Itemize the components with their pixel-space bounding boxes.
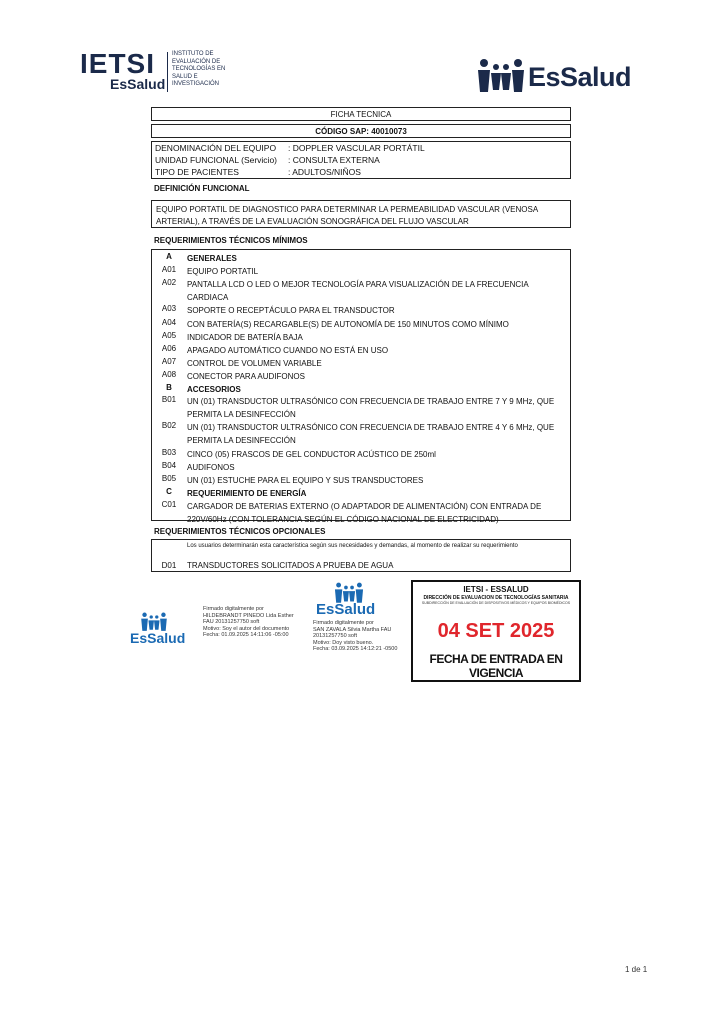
info-row (155, 154, 570, 166)
info-value: : CONSULTA EXTERNA (288, 155, 380, 165)
ietsi-logo-text: IETSI (80, 48, 156, 79)
stamp-footer: FECHA DE ENTRADA EN VIGENCIA (429, 652, 563, 680)
req-desc: UN (01) ESTUCHE PARA EL EQUIPO Y SUS TRANSDUCTORES (187, 476, 424, 485)
req-code: A06 (161, 344, 177, 353)
req-desc: APAGADO AUTOMÁTICO CUANDO NO ESTÁ EN USO (187, 346, 389, 355)
req-desc: CONECTOR PARA AUDIFONOS (187, 372, 305, 381)
req-code: C (166, 487, 172, 496)
logo-divider (167, 52, 168, 92)
inst-line: INSTITUTO DE (172, 51, 214, 57)
req-desc: GENERALES (187, 254, 237, 263)
req-desc: SOPORTE O RECEPTÁCULO PARA EL TRANSDUCTOR (187, 306, 395, 315)
req-code: B05 (161, 474, 177, 483)
sig-line: Motivo: Doy visto bueno. (313, 639, 374, 646)
req-desc: AUDIFONOS (187, 463, 235, 472)
stamp-org: IETSI - ESSALUD (463, 585, 529, 594)
ietsi-institute-name (172, 51, 242, 89)
req-code: B (166, 383, 172, 392)
stamp-subdirection: SUBDIRECCIÓN DE EVALUACIÓN DE DISPOSITIVOS MÉDICOS Y EQUIPOS BIOMÉDICOS (421, 601, 571, 605)
req-desc: CINCO (05) FRASCOS DE GEL CONDUCTOR ACÚSTICO DE 250ml (187, 450, 436, 459)
req-desc: REQUERIMIENTO DE ENERGÍA (187, 489, 307, 498)
info-value: : ADULTOS/NIÑOS (288, 167, 361, 177)
requirements-table (151, 249, 571, 524)
sig-line: Fecha: 01.09.2025 14:11:06 -05:00 (203, 632, 289, 638)
ietsi-essalud-text: EsSalud (110, 76, 166, 92)
page-number: 1 de 1 (625, 965, 648, 974)
effective-date-stamp (411, 580, 581, 682)
definition-title: DEFINICIÓN FUNCIONAL (154, 184, 250, 193)
sig-line: HILDEBRANDT PINEDO Lida Esther (203, 612, 294, 619)
stamp-direction: DIRECCIÓN DE EVALUACION DE TECNOLOGÍAS SANITARIA (423, 595, 569, 601)
definition-text: EQUIPO PORTATIL DE DIAGNOSTICO PARA DETERMINAR LA PERMEABILIDAD VASCULAR (VENOSA ARTERIAL), A TRAVÉS DE LA EVALUACIÓN SONOGRÁFICA DEL FLUJO VASCULAR (151, 200, 571, 228)
optional-requirements-title: REQUERIMIENTOS TÉCNICOS OPCIONALES (154, 527, 326, 536)
req-code: A02 (161, 278, 177, 287)
req-desc: TRANSDUCTORES SOLICITADOS A PRUEBA DE AGUA (187, 561, 394, 570)
info-label: UNIDAD FUNCIONAL (Servicio) (155, 155, 278, 165)
req-desc: CONTROL DE VOLUMEN VARIABLE (187, 359, 322, 368)
info-row (155, 142, 570, 154)
req-code: C01 (161, 500, 177, 509)
signature-logo: EsSalud (316, 601, 376, 618)
req-desc: CON BATERÍA(S) RECARGABLE(S) DE AUTONOMÍA DE 150 MINUTOS COMO MÍNIMO (187, 320, 509, 329)
min-requirements-title: REQUERIMIENTOS TÉCNICOS MÍNIMOS (154, 236, 308, 245)
inst-line: TECNOLOGÍAS EN (172, 66, 226, 72)
sig-line: Fecha: 03.09.2025 14:12:21 -0500 (313, 646, 398, 652)
req-code: A05 (161, 331, 177, 340)
optional-note: Los usuarios determinarán esta característica según sus necesidades y demandas, al momento de realizar su requerimiento (187, 543, 518, 549)
digital-signature-2 (313, 620, 418, 653)
sig-line: Firmado digitalmente por (203, 606, 264, 612)
sig-line: FAU 20131257750 soft (203, 619, 260, 625)
req-desc: CARGADOR DE BATERIAS EXTERNO (O ADAPTADOR DE ALIMENTACIÓN) CON ENTRADA DE 220V/60Hz (CON TOLERANCIA SEGÚN EL CÓDIGO NACIONAL DE ELECTRICIDAD) (187, 502, 542, 524)
req-desc: UN (01) TRANSDUCTOR ULTRASÓNICO CON FRECUENCIA DE TRABAJO ENTRE 7 Y 9 MHz, QUE PERMITA LA DESINFECCIÓN (187, 397, 555, 419)
req-code: B01 (161, 395, 177, 404)
sap-code: CÓDIGO SAP: 40010073 (151, 124, 571, 138)
req-desc: ACCESORIOS (187, 385, 241, 394)
info-label: TIPO DE PACIENTES (155, 167, 239, 177)
stamp-date: 04 SET 2025 (437, 620, 555, 642)
optional-requirements-table (151, 539, 571, 572)
req-code: D01 (161, 561, 177, 570)
req-code: A (166, 252, 172, 261)
req-desc: UN (01) TRANSDUCTOR ULTRASÓNICO CON FRECUENCIA DE TRABAJO ENTRE 4 Y 6 MHz, QUE PERMITA LA DESINFECCIÓN (187, 423, 555, 445)
essalud-family-icon (140, 612, 168, 632)
req-code: A07 (161, 357, 177, 366)
inst-line: SALUD E (172, 73, 198, 80)
info-row (155, 166, 570, 178)
req-desc: INDICADOR DE BATERÍA BAJA (187, 333, 303, 342)
req-code: A01 (161, 265, 177, 274)
inst-line: EVALUACIÓN DE (172, 58, 221, 65)
sig-line: SAN ZAVALA Silvia Martha FAU (313, 626, 392, 633)
inst-line: INVESTIGACIÓN (172, 81, 220, 87)
req-desc: PANTALLA LCD O LED O MEJOR TECNOLOGÍA PARA VISUALIZACIÓN DE LA FRECUENCIA CARDIACA (187, 280, 529, 302)
req-code: A04 (161, 318, 177, 327)
req-code: B04 (161, 461, 177, 470)
sig-line: Firmado digitalmente por (313, 620, 374, 626)
req-code: A08 (161, 370, 177, 379)
sig-line: 20131257750 soft (313, 633, 358, 639)
essalud-logo-text: EsSalud (528, 62, 632, 92)
sheet-title: FICHA TECNICA (151, 107, 571, 121)
sig-line: Motivo: Soy el autor del documento (203, 625, 290, 632)
digital-signature-1 (203, 606, 318, 639)
equipment-info (151, 141, 571, 179)
req-code: A03 (161, 304, 177, 313)
essalud-family-icon (476, 58, 526, 94)
signature-logo: EsSalud (130, 630, 186, 646)
req-code: B03 (161, 448, 177, 457)
info-label: DENOMINACIÓN DEL EQUIPO (155, 143, 277, 153)
req-code: B02 (161, 421, 177, 430)
req-desc: EQUIPO PORTATIL (187, 267, 259, 276)
info-value: : DOPPLER VASCULAR PORTÁTIL (288, 143, 425, 153)
